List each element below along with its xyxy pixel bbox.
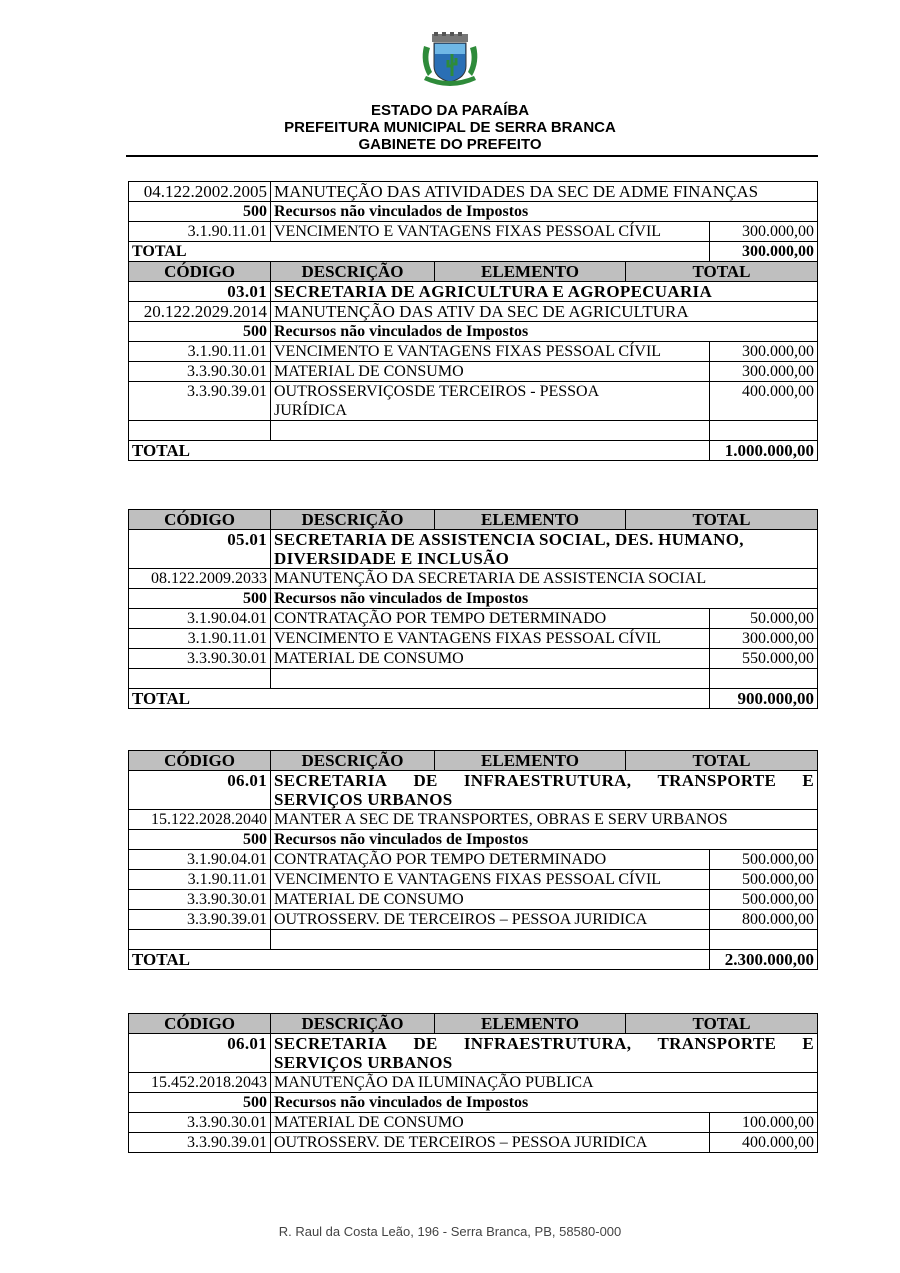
- table-row: [129, 890, 818, 910]
- unit-desc: SECRETARIA DE AGRICULTURA E AGROPECUARIA: [271, 282, 818, 302]
- column-header-row: [129, 262, 818, 282]
- word: E: [802, 1034, 814, 1053]
- unit-code: 05.01: [129, 530, 271, 569]
- item-desc: VENCIMENTO E VANTAGENS FIXAS PESSOAL CÍVIL: [271, 870, 710, 890]
- item-desc: MATERIAL DE CONSUMO: [271, 649, 710, 669]
- col-codigo: CÓDIGO: [129, 510, 271, 530]
- column-header-row: [129, 510, 818, 530]
- item-desc: CONTRATAÇÃO POR TEMPO DETERMINADO: [271, 850, 710, 870]
- item-code: 3.3.90.39.01: [129, 1133, 271, 1153]
- item-code: 3.1.90.04.01: [129, 609, 271, 629]
- program-code: 04.122.2002.2005: [129, 182, 271, 202]
- word: SECRETARIA: [274, 1034, 388, 1053]
- item-desc: VENCIMENTO E VANTAGENS FIXAS PESSOAL CÍVIL: [271, 222, 710, 242]
- unit-code: 03.01: [129, 282, 271, 302]
- source-desc: Recursos não vinculados de Impostos: [271, 202, 818, 222]
- table-row: [129, 382, 818, 421]
- unit-row: [129, 771, 818, 810]
- program-desc: MANTER A SEC DE TRANSPORTES, OBRAS E SERV URBANOS: [271, 810, 818, 830]
- col-elemento: ELEMENTO: [435, 1014, 626, 1034]
- item-value: 500.000,00: [710, 870, 818, 890]
- item-value: 500.000,00: [710, 850, 818, 870]
- col-elemento: ELEMENTO: [435, 751, 626, 771]
- unit-desc-line-2: SERVIÇOS URBANOS: [274, 790, 453, 809]
- program-desc: MANUTENÇÃO DA ILUMINAÇÃO PUBLICA: [271, 1073, 818, 1093]
- total-label: TOTAL: [129, 242, 710, 262]
- item-code: 3.1.90.11.01: [129, 342, 271, 362]
- source-code: 500: [129, 830, 271, 850]
- item-desc: CONTRATAÇÃO POR TEMPO DETERMINADO: [271, 609, 710, 629]
- table-row: [129, 910, 818, 930]
- program-code: 15.122.2028.2040: [129, 810, 271, 830]
- word: INFRAESTRUTURA,: [463, 771, 632, 790]
- program-code: 20.122.2029.2014: [129, 302, 271, 322]
- item-desc: OUTROSSERV. DE TERCEIROS – PESSOA JURIDICA: [271, 1133, 710, 1153]
- col-descricao: DESCRIÇÃO: [271, 751, 435, 771]
- source-code: 500: [129, 589, 271, 609]
- program-row: [129, 302, 818, 322]
- total-label: TOTAL: [129, 441, 710, 461]
- unit-row: [129, 282, 818, 302]
- unit-desc-line-2: SERVIÇOS URBANOS: [274, 1053, 453, 1072]
- col-descricao: DESCRIÇÃO: [271, 262, 435, 282]
- budget-table-4: [128, 1013, 818, 1153]
- empty-row: [129, 930, 818, 950]
- table-row: [129, 362, 818, 382]
- source-desc: Recursos não vinculados de Impostos: [271, 1093, 818, 1113]
- total-row: [129, 242, 818, 262]
- word: TRANSPORTE: [657, 771, 777, 790]
- item-code: 3.3.90.39.01: [129, 382, 271, 421]
- total-row: [129, 689, 818, 709]
- program-code: 15.452.2018.2043: [129, 1073, 271, 1093]
- program-code: 08.122.2009.2033: [129, 569, 271, 589]
- col-codigo: CÓDIGO: [129, 1014, 271, 1034]
- col-descricao: DESCRIÇÃO: [271, 510, 435, 530]
- budget-table-3: [128, 750, 818, 970]
- table-row: [129, 342, 818, 362]
- col-codigo: CÓDIGO: [129, 751, 271, 771]
- unit-code: 06.01: [129, 1034, 271, 1073]
- source-desc: Recursos não vinculados de Impostos: [271, 589, 818, 609]
- item-value: 50.000,00: [710, 609, 818, 629]
- col-elemento: ELEMENTO: [435, 510, 626, 530]
- item-value: 500.000,00: [710, 890, 818, 910]
- table-row: [129, 629, 818, 649]
- program-desc: MANUTENÇÃO DA SECRETARIA DE ASSISTENCIA SOCIAL: [271, 569, 818, 589]
- header-divider: [126, 155, 818, 157]
- total-label: TOTAL: [129, 689, 710, 709]
- total-value: 900.000,00: [710, 689, 818, 709]
- item-code: 3.3.90.30.01: [129, 1113, 271, 1133]
- item-value: 300.000,00: [710, 222, 818, 242]
- item-value: 300.000,00: [710, 362, 818, 382]
- item-code: 3.3.90.30.01: [129, 649, 271, 669]
- office-name: GABINETE DO PREFEITO: [358, 136, 542, 153]
- source-row: [129, 1093, 818, 1113]
- total-value: 1.000.000,00: [710, 441, 818, 461]
- total-label: TOTAL: [129, 950, 710, 970]
- unit-row: [129, 530, 818, 569]
- program-desc: MANUTENÇÃO DAS ATIV DA SEC DE AGRICULTURA: [271, 302, 818, 322]
- col-descricao: DESCRIÇÃO: [271, 1014, 435, 1034]
- item-desc: OUTROSSERVIÇOSDE TERCEIROS - PESSOA JURÍDICA: [271, 382, 710, 421]
- word: DE: [413, 771, 438, 790]
- source-row: [129, 589, 818, 609]
- program-row: [129, 569, 818, 589]
- table-row: [129, 609, 818, 629]
- item-code: 3.1.90.11.01: [129, 629, 271, 649]
- word: DE: [413, 1034, 438, 1053]
- col-total: TOTAL: [626, 1014, 818, 1034]
- item-value: 400.000,00: [710, 1133, 818, 1153]
- municipal-crest-icon: [418, 32, 482, 94]
- item-code: 3.1.90.11.01: [129, 222, 271, 242]
- unit-desc: [271, 530, 818, 569]
- item-code: 3.1.90.04.01: [129, 850, 271, 870]
- item-code: 3.3.90.30.01: [129, 890, 271, 910]
- item-value: 400.000,00: [710, 382, 818, 421]
- empty-row: [129, 669, 818, 689]
- source-code: 500: [129, 1093, 271, 1113]
- item-desc: OUTROSSERV. DE TERCEIROS – PESSOA JURIDICA: [271, 910, 710, 930]
- total-row: [129, 950, 818, 970]
- item-value: 300.000,00: [710, 629, 818, 649]
- word: TRANSPORTE: [657, 1034, 777, 1053]
- budget-table-1: [128, 181, 818, 461]
- item-code: 3.3.90.39.01: [129, 910, 271, 930]
- empty-row: [129, 421, 818, 441]
- source-row: [129, 830, 818, 850]
- item-value: 100.000,00: [710, 1113, 818, 1133]
- source-desc: Recursos não vinculados de Impostos: [271, 322, 818, 342]
- item-value: 300.000,00: [710, 342, 818, 362]
- footer-address: R. Raul da Costa Leão, 196 - Serra Branca, PB, 58580-000: [278, 1224, 622, 1239]
- source-code: 500: [129, 322, 271, 342]
- source-code: 500: [129, 202, 271, 222]
- col-total: TOTAL: [626, 510, 818, 530]
- item-desc: MATERIAL DE CONSUMO: [271, 362, 710, 382]
- unit-desc: [271, 771, 818, 810]
- item-desc: VENCIMENTO E VANTAGENS FIXAS PESSOAL CÍVIL: [271, 342, 710, 362]
- table-row: [129, 850, 818, 870]
- table-row: [129, 870, 818, 890]
- program-desc: MANUTEÇÃO DAS ATIVIDADES DA SEC DE ADME FINANÇAS: [271, 182, 818, 202]
- col-codigo: CÓDIGO: [129, 262, 271, 282]
- program-row: [129, 810, 818, 830]
- word: INFRAESTRUTURA,: [463, 1034, 632, 1053]
- unit-desc-line-1: [274, 771, 814, 790]
- letterhead: [0, 32, 900, 153]
- unit-desc-line-1: [274, 1034, 814, 1053]
- item-value: 550.000,00: [710, 649, 818, 669]
- item-desc: MATERIAL DE CONSUMO: [271, 890, 710, 910]
- column-header-row: [129, 751, 818, 771]
- budget-table-2: [128, 509, 818, 709]
- source-row: [129, 322, 818, 342]
- total-value: 300.000,00: [710, 242, 818, 262]
- table-row: [129, 222, 818, 242]
- total-row: [129, 441, 818, 461]
- table-row: [129, 649, 818, 669]
- col-elemento: ELEMENTO: [435, 262, 626, 282]
- word: E: [802, 771, 814, 790]
- item-code: 3.3.90.30.01: [129, 362, 271, 382]
- table-row: [129, 1133, 818, 1153]
- item-code: 3.1.90.11.01: [129, 870, 271, 890]
- col-total: TOTAL: [626, 751, 818, 771]
- item-desc: VENCIMENTO E VANTAGENS FIXAS PESSOAL CÍVIL: [271, 629, 710, 649]
- column-header-row: [129, 1014, 818, 1034]
- unit-row: [129, 1034, 818, 1073]
- item-value: 800.000,00: [710, 910, 818, 930]
- table-row: [129, 1113, 818, 1133]
- source-row: [129, 202, 818, 222]
- unit-code: 06.01: [129, 771, 271, 810]
- program-row: [129, 182, 818, 202]
- word: SECRETARIA: [274, 771, 388, 790]
- item-desc: MATERIAL DE CONSUMO: [271, 1113, 710, 1133]
- city-hall-name: PREFEITURA MUNICIPAL DE SERRA BRANCA: [284, 119, 616, 136]
- source-desc: Recursos não vinculados de Impostos: [271, 830, 818, 850]
- program-row: [129, 1073, 818, 1093]
- total-value: 2.300.000,00: [710, 950, 818, 970]
- unit-desc: [271, 1034, 818, 1073]
- unit-desc-line-1: SECRETARIA DE ASSISTENCIA SOCIAL, DES. HUMANO,: [274, 530, 744, 549]
- unit-desc-line-2: DIVERSIDADE E INCLUSÃO: [274, 549, 510, 568]
- col-total: TOTAL: [626, 262, 818, 282]
- state-name: ESTADO DA PARAÍBA: [370, 102, 530, 119]
